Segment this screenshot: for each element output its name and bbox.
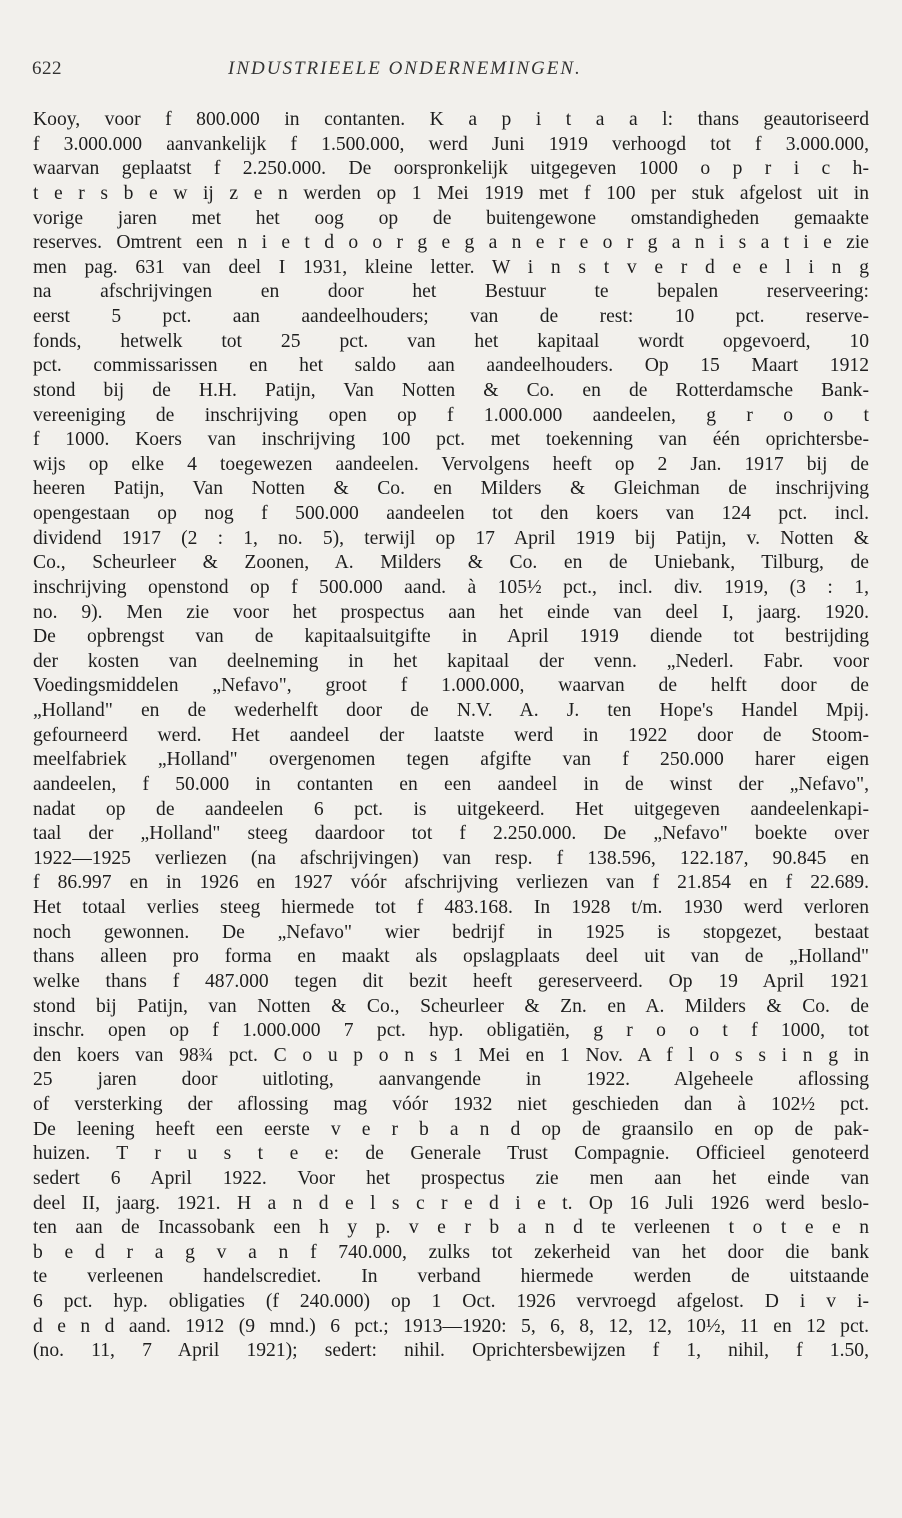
text-line: Voedingsmiddelen „Nefavo", groot f 1.000.000, waarvan de helft door de [33,675,869,697]
text-line: 1922—1925 verliezen (na afschrijvingen) van resp. f 138.596, 122.187, 90.845 en [33,847,869,869]
text-line: noch gewonnen. De „Nefavo" wier bedrijf in 1925 is stopgezet, bestaat [33,921,869,943]
text-line: te verleenen handelscrediet. In verband hiermede werden de uitstaande [33,1266,869,1288]
text-line: (no. 11, 7 April 1921); sedert: nihil. Oprichtersbewijzen f 1, nihil, f 1.50, [33,1340,869,1362]
text-line: stond bij de H.H. Patijn, Van Notten & Co. en de Rotterdamsche Bank- [33,379,869,401]
text-line: ten aan de Incassobank een h y p. v e r b a n d te verleenen t o t e e n [33,1217,869,1239]
text-line: 6 pct. hyp. obligaties (f 240.000) op 1 Oct. 1926 vervroegd afgelost. D i v i- [33,1291,869,1312]
text-line: Kooy, voor f 800.000 in contanten. K a p i t a a l: thans geautoriseerd [33,109,869,130]
text-line: men pag. 631 van deel I 1931, kleine letter. W i n s t v e r d e e l i n g [33,256,869,278]
page-header [32,58,868,88]
text-line: den koers van 98¾ pct. C o u p o n s 1 Mei en 1 Nov. A f l o s s i n g in [33,1044,869,1066]
text-line: „Holland" en de wederhelft door de N.V. A. J. ten Hope's Handel Mpij. [33,700,869,721]
text-line: De opbrengst van de kapitaalsuitgifte in April 1919 diende tot bestrijding [33,626,869,648]
text-line: vorige jaren met het oog op de buitengewone omstandigheden gemaakte [33,207,869,229]
text-line: huizen. T r u s t e e: de Generale Trust Compagnie. Officieel genoteerd [33,1143,869,1165]
text-line: reserves. Omtrent een n i e t d o o r g e g a n e r e o r g a n i s a t i e zie [33,232,869,254]
text-line: De leening heeft een eerste v e r b a n d op de graansilo en op de pak- [33,1118,869,1140]
text-line: d e n d aand. 1912 (9 mnd.) 6 pct.; 1913—1920: 5, 6, 8, 12, 12, 10½, 11 en 12 pct. [33,1315,869,1337]
page-number: 622 [32,58,62,79]
text-line: f 1000. Koers van inschrijving 100 pct. met toekenning van één oprichtersbe- [33,429,869,451]
text-line: taal der „Holland" steeg daardoor tot f 2.250.000. De „Nefavo" boekte over [33,823,869,845]
text-line: stond bij Patijn, van Notten & Co., Scheurleer & Zn. en A. Milders & Co. de [33,995,869,1017]
text-line: sedert 6 April 1922. Voor het prospectus zie men aan het einde van [33,1167,869,1189]
text-line: f 3.000.000 aanvankelijk f 1.500.000, werd Juni 1919 verhoogd tot f 3.000.000, [33,133,869,155]
text-line: eerst 5 pct. aan aandeelhouders; van de rest: 10 pct. reserve- [33,306,869,327]
body-text [33,108,869,1364]
text-line: der kosten van deelneming in het kapitaal der venn. „Nederl. Fabr. voor [33,650,869,672]
text-line: fonds, hetwelk tot 25 pct. van het kapitaal wordt opgevoerd, 10 [33,330,869,352]
text-line: waarvan geplaatst f 2.250.000. De oorspronkelijk uitgegeven 1000 o p r i c h- [33,158,869,180]
text-line: aandeelen, f 50.000 in contanten en een aandeel in de winst der „Nefavo", [33,773,869,795]
text-line: t e r s b e w ij z e n werden op 1 Mei 1919 met f 100 per stuk afgelost uit in [33,182,869,204]
text-line: 25 jaren door uitloting, aanvangende in 1922. Algeheele aflossing [33,1069,869,1091]
text-line: deel II, jaarg. 1921. H a n d e l s c r e d i e t. Op 16 Juli 1926 werd beslo- [33,1192,869,1214]
text-line: inschr. open op f 1.000.000 7 pct. hyp. obligatiën, g r o o t f 1000, tot [33,1020,869,1042]
text-line: thans alleen pro forma en maakt als opslagplaats deel uit van de „Holland" [33,946,869,968]
text-line: gefourneerd werd. Het aandeel der laatste werd in 1922 door de Stoom- [33,724,869,746]
text-line: vereeniging de inschrijving open op f 1.000.000 aandeelen, g r o o t [33,404,869,426]
running-title: INDUSTRIEELE ONDERNEMINGEN. [228,58,582,79]
text-line: pct. commissarissen en het saldo aan aandeelhouders. Op 15 Maart 1912 [33,355,869,377]
text-line: welke thans f 487.000 tegen dit bezit heeft gereserveerd. Op 19 April 1921 [33,970,869,992]
text-line: wijs op elke 4 toegewezen aandeelen. Vervolgens heeft op 2 Jan. 1917 bij de [33,453,869,475]
text-line: Co., Scheurleer & Zoonen, A. Milders & Co. en de Uniebank, Tilburg, de [33,552,869,574]
text-line: dividend 1917 (2 : 1, no. 5), terwijl op 17 April 1919 bij Patijn, v. Notten & [33,527,869,549]
text-line: heeren Patijn, Van Notten & Co. en Milders & Gleichman de inschrijving [33,478,869,500]
text-line: na afschrijvingen en door het Bestuur te bepalen reserveering: [33,281,869,303]
text-line: b e d r a g v a n f 740.000, zulks tot zekerheid van het door die bank [33,1241,869,1263]
text-line: f 86.997 en in 1926 en 1927 vóór afschrijving verliezen van f 21.854 en f 22.689. [33,872,869,894]
text-line: Het totaal verlies steeg hiermede tot f 483.168. In 1928 t/m. 1930 werd verloren [33,897,869,918]
text-line: nadat op de aandeelen 6 pct. is uitgekeerd. Het uitgegeven aandeelenkapi- [33,798,869,820]
text-line: of versterking der aflossing mag vóór 1932 niet geschieden dan à 102½ pct. [33,1094,869,1115]
text-line: no. 9). Men zie voor het prospectus aan het einde van deel I, jaarg. 1920. [33,601,869,623]
text-line: inschrijving openstond op f 500.000 aand. à 105½ pct., incl. div. 1919, (3 : 1, [33,576,869,598]
text-line: meelfabriek „Holland" overgenomen tegen afgifte van f 250.000 harer eigen [33,749,869,771]
text-line: opengestaan op nog f 500.000 aandeelen tot den koers van 124 pct. incl. [33,503,869,524]
